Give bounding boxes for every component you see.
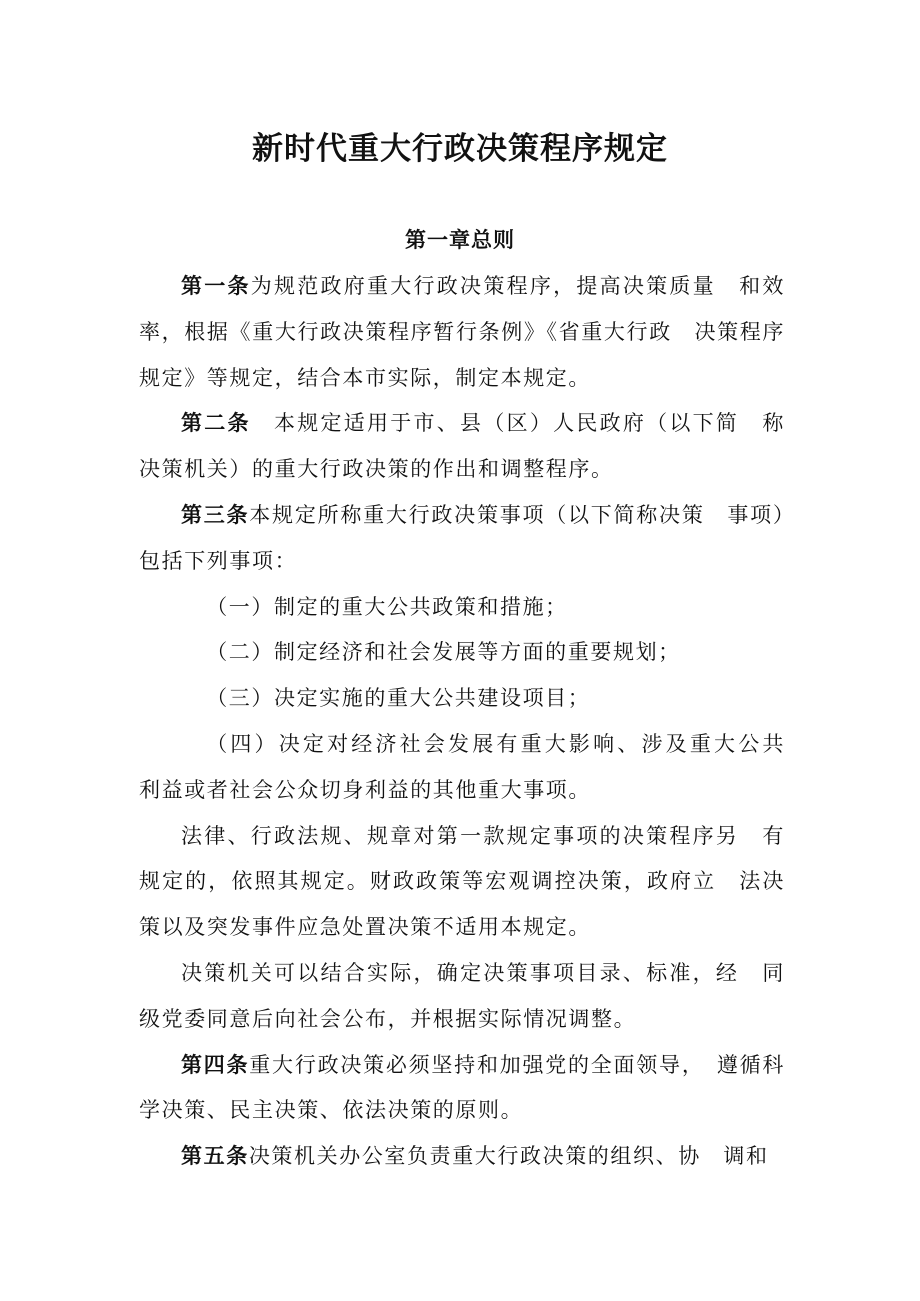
paragraph-text: 决策机关可以结合实际，确定决策事项目录、标准，经 同级党委同意后向社会公布，并根据实际情况调整。 bbox=[139, 960, 785, 1031]
article-text: 本规定适用于市、县（区）人民政府（以下简 称决策机关）的重大行政决策的作出和调整程序。 bbox=[139, 411, 785, 482]
list-item: （一）制定的重大公共政策和措施； bbox=[206, 594, 568, 619]
article-3 bbox=[139, 493, 785, 585]
article-4 bbox=[139, 1043, 785, 1135]
list-item: （三）决定实施的重大公共建设项目； bbox=[206, 686, 591, 711]
article-label: 第四条 bbox=[181, 1052, 250, 1077]
paragraph bbox=[139, 951, 785, 1043]
list-item: （二）制定经济和社会发展等方面的重要规划； bbox=[206, 640, 681, 665]
chapter-heading: 第一章总则 bbox=[405, 228, 515, 252]
document-title: 新时代重大行政决策程序规定 bbox=[252, 131, 668, 167]
article-label: 第一条 bbox=[181, 274, 251, 298]
article-1 bbox=[139, 264, 785, 401]
paragraph bbox=[139, 814, 785, 951]
article-text: 为规范政府重大行政决策程序，提高决策质量 和效率，根据《重大行政决策程序暂行条例》《省重大行政 决策程序规定》等规定，结合本市实际，制定本规定。 bbox=[139, 274, 785, 390]
article-text: 重大行政决策必须坚持和加强党的全面领导， 遵循科学决策、民主决策、依法决策的原则。 bbox=[139, 1052, 785, 1123]
article-5 bbox=[139, 1134, 785, 1180]
article-label: 第三条 bbox=[181, 502, 250, 527]
paragraph-text: 法律、行政法规、规章对第一款规定事项的决策程序另 有规定的，依照其规定。财政政策等宏观调控决策，政府立 法决策以及突发事件应急处置决策不适用本规定。 bbox=[139, 823, 785, 940]
article-text: 决策机关办公室负责重大行政决策的组织、协 调和 bbox=[248, 1144, 769, 1169]
list-item-wrapped: （四）决定对经济社会发展有重大影响、涉及重大公共 利益或者社会公众切身利益的其他重大事项。 bbox=[139, 731, 808, 802]
document-body bbox=[139, 264, 808, 1180]
article-label: 第五条 bbox=[181, 1144, 249, 1169]
article-label: 第二条 bbox=[181, 411, 251, 436]
article-text: 本规定所称重大行政决策事项（以下简称决策 事项）包括下列事项： bbox=[139, 502, 785, 573]
article-2 bbox=[139, 401, 785, 493]
